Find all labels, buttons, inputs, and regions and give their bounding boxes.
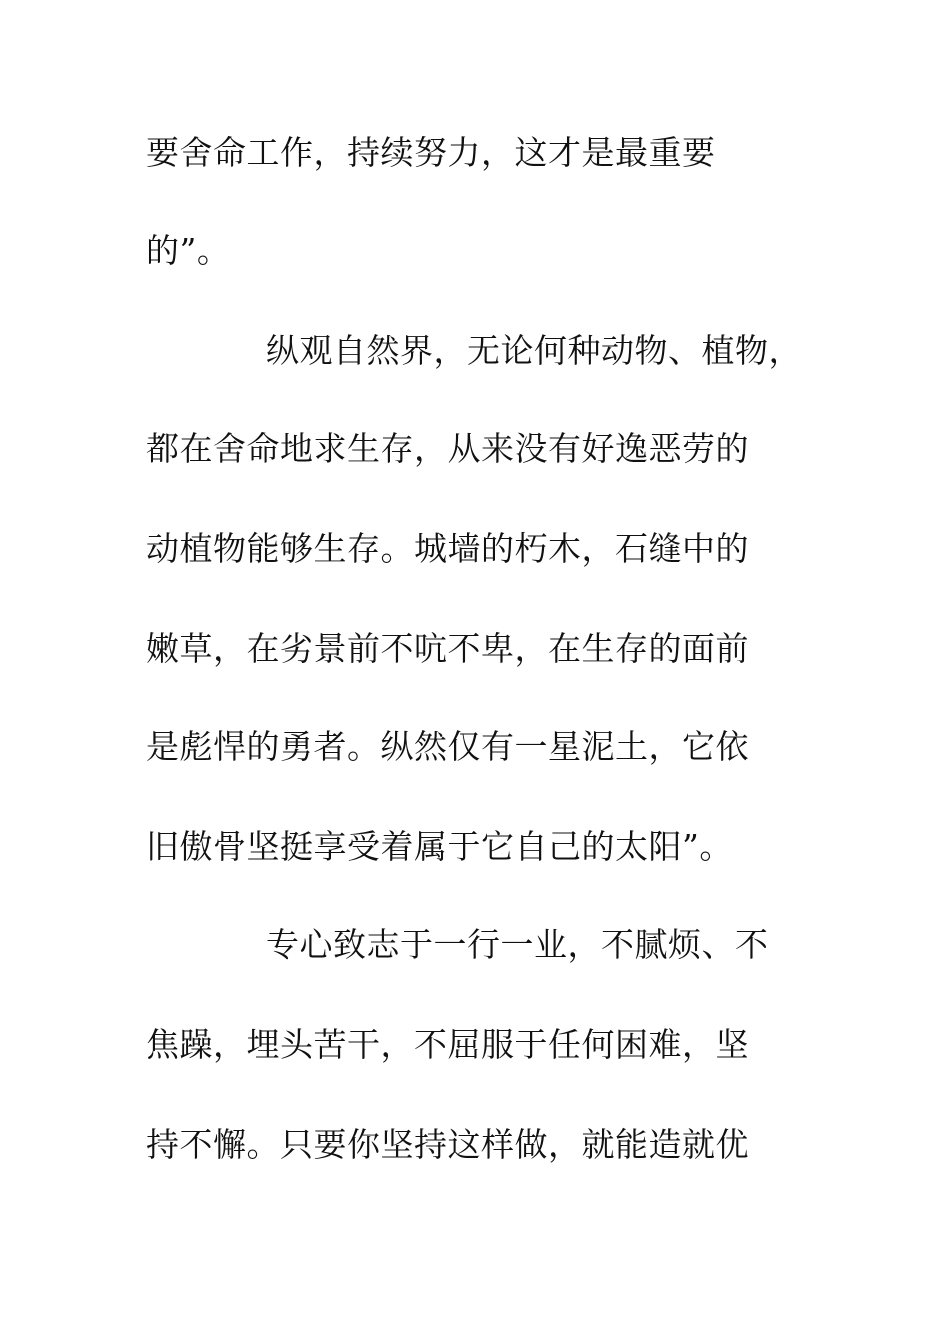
text-line-7: 是彪悍的勇者。纵然仅有一星泥土，它依 xyxy=(146,727,749,766)
paragraph-3-first-line: 专心致志于一行一业，不腻烦、不 xyxy=(266,925,769,964)
text-line-1: 要舍命工作，持续努力，这才是最重要 xyxy=(146,133,716,172)
text-line-2: 的”。 xyxy=(146,231,231,270)
text-line-5: 动植物能够生存。城墙的朽木，石缝中的 xyxy=(146,529,749,568)
text-line-11: 持不懈。只要你坚持这样做，就能造就优 xyxy=(146,1125,749,1164)
text-line-4: 都在舍命地求生存，从来没有好逸恶劳的 xyxy=(146,429,749,468)
paragraph-2-first-line: 纵观自然界，无论何种动物、植物， xyxy=(266,331,802,370)
text-line-6: 嫩草，在劣景前不吭不卑，在生存的面前 xyxy=(146,629,749,668)
text-line-8: 旧傲骨坚挺享受着属于它自己的太阳”。 xyxy=(146,827,733,866)
text-line-10: 焦躁，埋头苦干，不屈服于任何困难，坚 xyxy=(146,1025,749,1064)
